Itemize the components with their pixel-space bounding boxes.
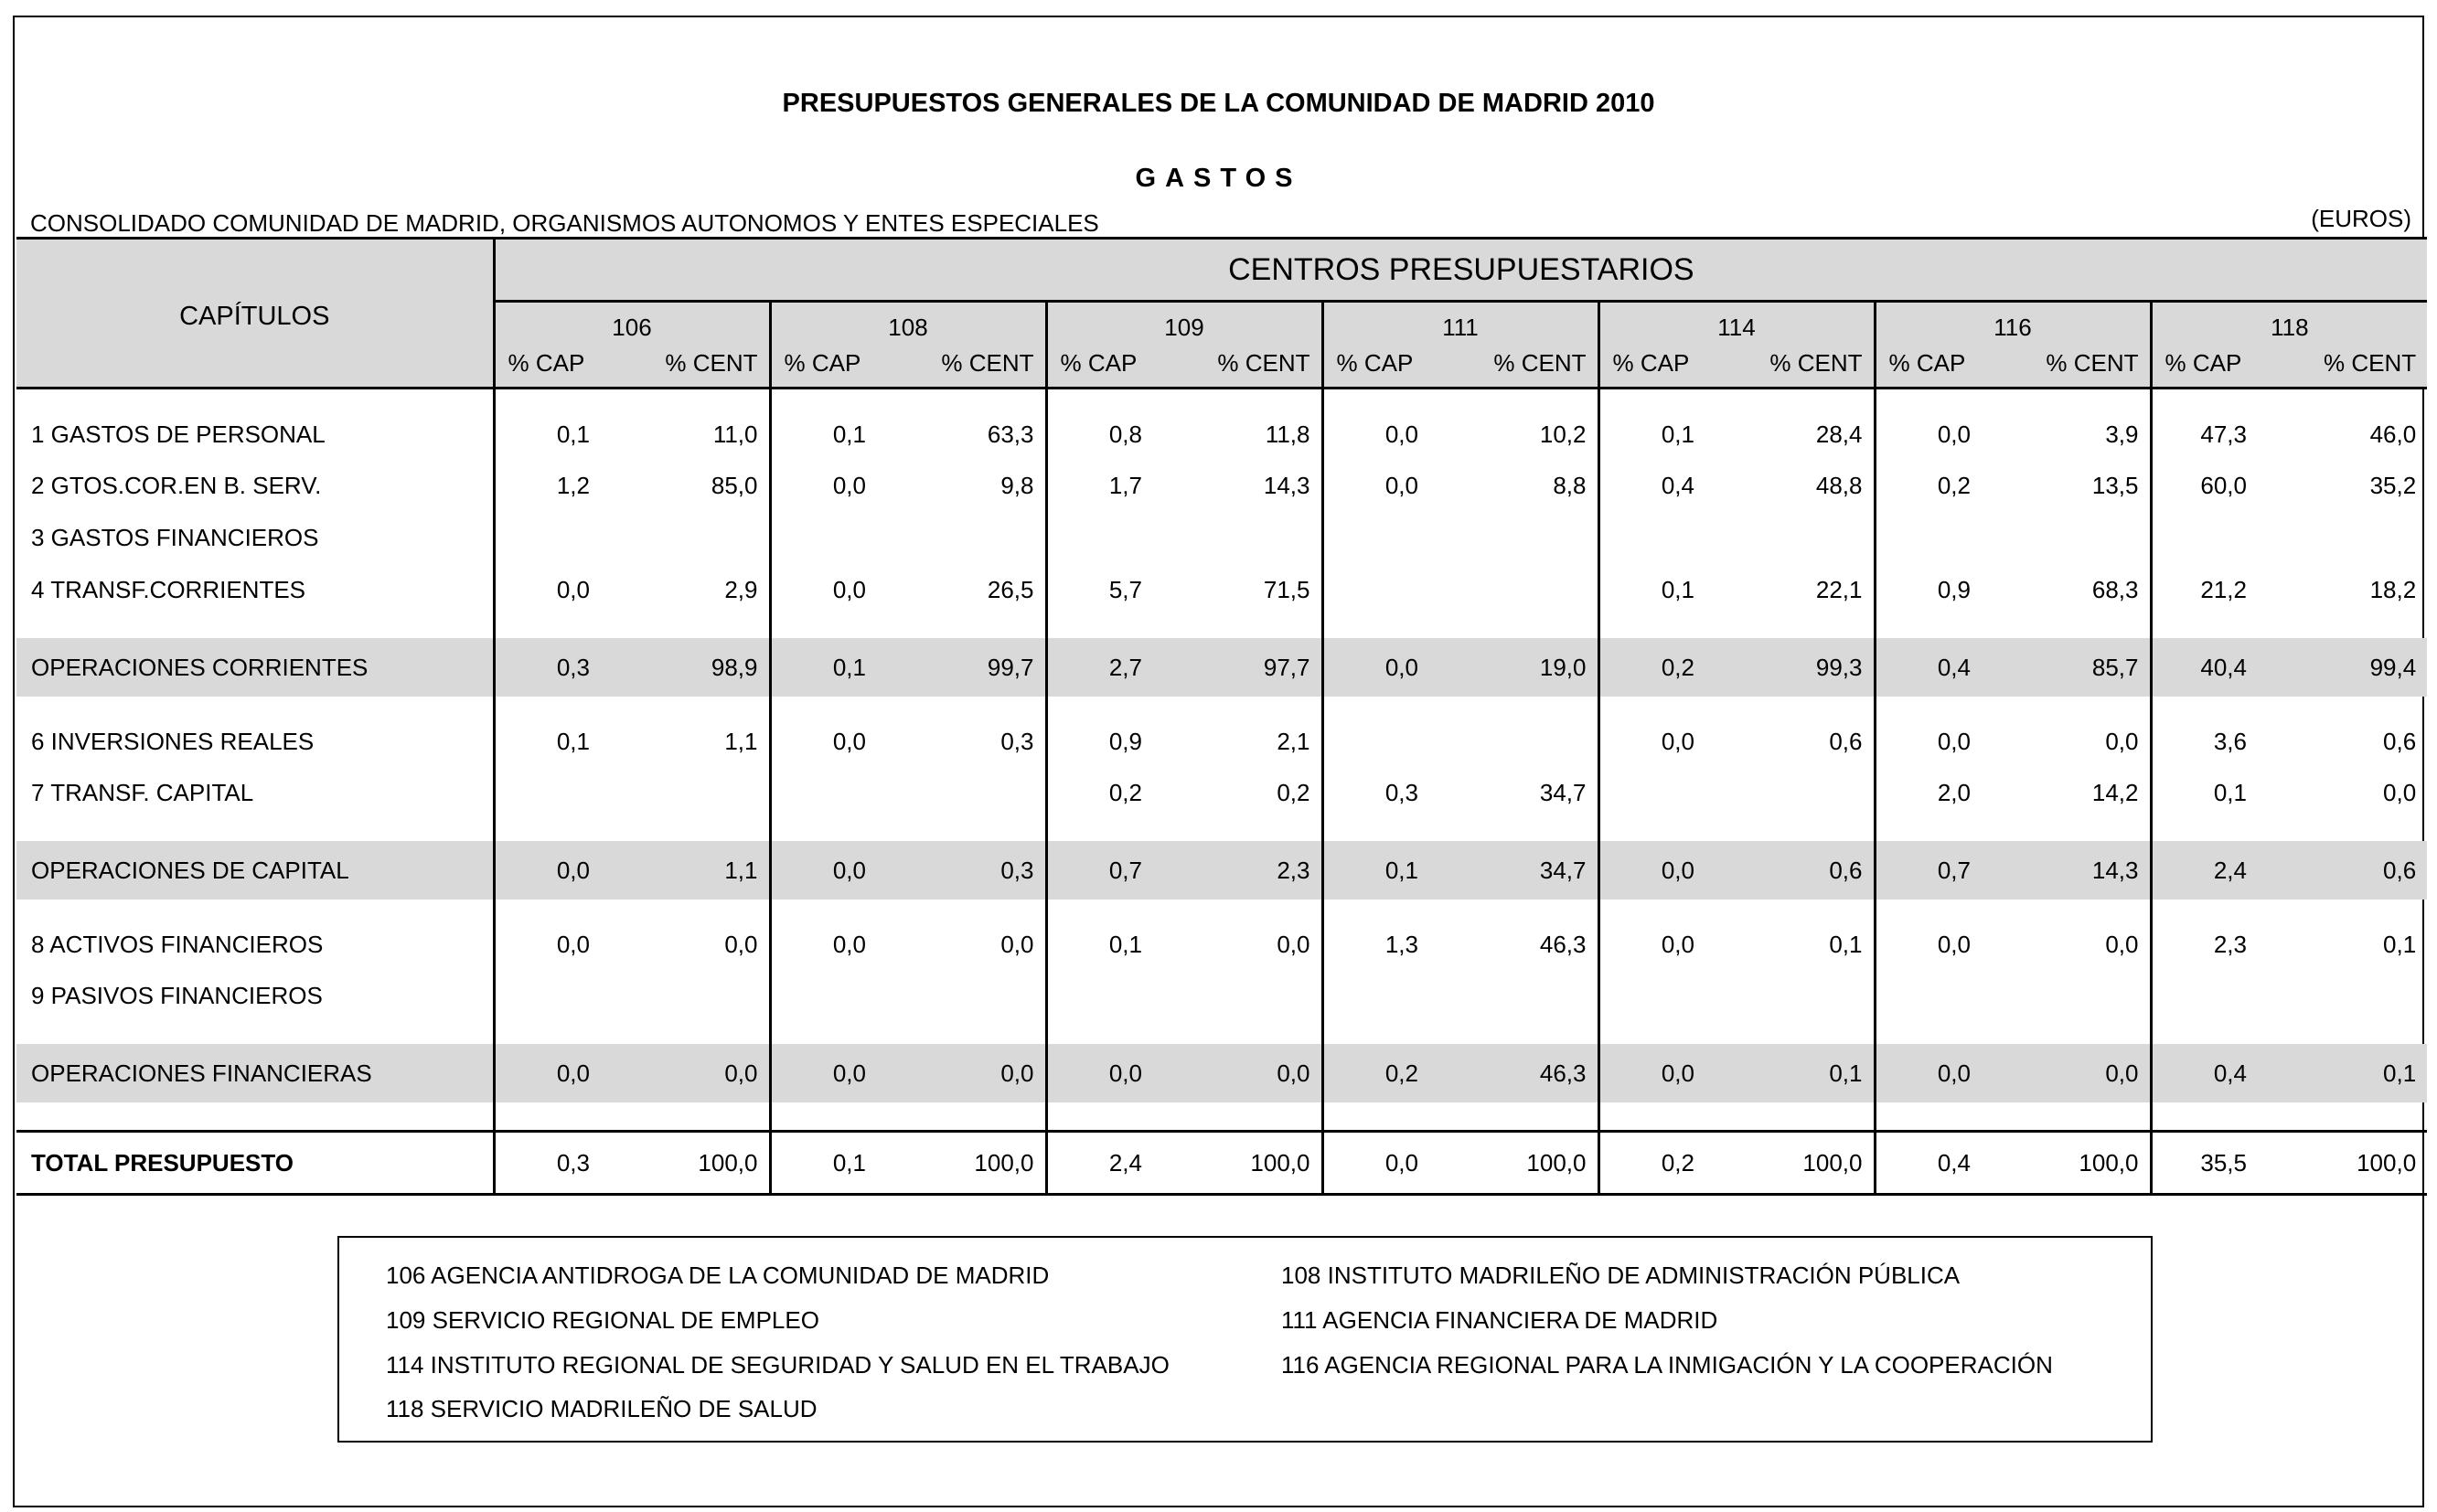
cent-percent-cell: 22,1	[1815, 576, 1863, 603]
col-header-cent: % CENT	[632, 345, 770, 389]
cap-percent-cell: 0,1	[1598, 389, 1737, 461]
cent-percent-cell: 1,1	[724, 728, 758, 755]
cent-percent-cell: 11,8	[1265, 421, 1310, 448]
table-row	[16, 697, 2427, 767]
col-header-cent: % CENT	[1460, 345, 1598, 389]
cap-percent-cell: 0,0	[770, 697, 908, 767]
budget-table	[16, 237, 2427, 1196]
cap-percent-cell	[1875, 970, 2013, 1033]
col-header-cap: % CAP	[1875, 345, 2013, 389]
cap-percent-cell: 0,3	[494, 638, 632, 697]
cap-percent-cell: 1,7	[1046, 460, 1184, 512]
cent-percent-cell: 63,3	[987, 421, 1034, 448]
legend-item: 116 AGENCIA REGIONAL PARA LA INMIGACIÓN Y LA COOPERACIÓN	[1281, 1351, 2053, 1379]
legend-box	[337, 1236, 2153, 1443]
cap-percent-cell	[494, 512, 632, 564]
cent-percent-cell: 0,6	[1829, 728, 1863, 755]
cap-percent-cell: 0,1	[1046, 900, 1184, 970]
legend-item: 111 AGENCIA FINANCIERA DE MADRID	[1281, 1306, 1718, 1334]
cent-percent-cell: 85,0	[711, 472, 758, 499]
cap-percent-cell: 0,1	[1322, 841, 1460, 900]
col-header-cent: % CENT	[1737, 345, 1875, 389]
cap-percent-cell	[770, 767, 908, 830]
cent-percent-cell: 100,0	[632, 1132, 770, 1195]
cap-percent-cell: 0,0	[1598, 900, 1737, 970]
centro-code-108: 108	[770, 302, 1046, 346]
subtotal-row	[16, 841, 2427, 900]
cent-percent-cell: 26,5	[987, 576, 1034, 603]
cent-percent-cell: 97,7	[1184, 638, 1322, 697]
cap-percent-cell: 0,9	[1875, 564, 2013, 627]
cent-percent-cell: 0,2	[1277, 779, 1310, 806]
cap-percent-cell: 0,1	[770, 389, 908, 461]
col-header-cap: % CAP	[2151, 345, 2289, 389]
cent-percent-cell: 3,9	[2105, 421, 2139, 448]
cap-percent-cell: 2,7	[1046, 638, 1184, 697]
cent-percent-cell	[2289, 970, 2427, 1033]
cent-percent-cell: 18,2	[2369, 576, 2417, 603]
cap-percent-cell	[1322, 512, 1460, 564]
cap-percent-cell: 0,7	[1875, 841, 2013, 900]
cent-percent-cell: 0,1	[1829, 931, 1863, 958]
table-row	[16, 564, 2427, 627]
centro-code-118: 118	[2151, 302, 2427, 346]
table-row	[16, 900, 2427, 970]
cent-percent-cell: 0,1	[2289, 1044, 2427, 1102]
centro-code-116: 116	[1875, 302, 2151, 346]
cap-percent-cell: 0,0	[1875, 900, 2013, 970]
legend-item: 108 INSTITUTO MADRILEÑO DE ADMINISTRACIÓN PÚBLICA	[1281, 1262, 1961, 1289]
document-title: PRESUPUESTOS GENERALES DE LA COMUNIDAD DE MADRID 2010	[782, 89, 1655, 118]
cent-percent-cell: 13,5	[2091, 472, 2139, 499]
cent-percent-cell: 100,0	[1737, 1132, 1875, 1195]
row-label: 3 GASTOS FINANCIEROS	[16, 512, 494, 564]
cap-percent-cell: 0,0	[556, 576, 590, 603]
cap-percent-cell	[1046, 512, 1184, 564]
cent-percent-cell	[1460, 564, 1598, 627]
cent-percent-cell: 2,9	[724, 576, 758, 603]
cent-percent-cell: 100,0	[1184, 1132, 1322, 1195]
cent-percent-cell: 8,8	[1553, 472, 1587, 499]
centro-code-106: 106	[494, 302, 770, 346]
document-subtitle: GASTOS	[1135, 164, 1302, 193]
row-label: OPERACIONES DE CAPITAL	[16, 841, 494, 900]
cap-percent-cell: 0,0	[770, 1044, 908, 1102]
total-row	[16, 1132, 2427, 1195]
row-label: 7 TRANSF. CAPITAL	[16, 767, 494, 830]
cap-percent-cell: 0,1	[556, 421, 590, 448]
table-row	[16, 460, 2427, 512]
cent-percent-cell: 0,0	[1000, 931, 1034, 958]
cent-percent-cell	[908, 512, 1046, 564]
cap-percent-cell	[494, 970, 632, 1033]
cent-percent-cell	[1184, 512, 1322, 564]
cent-percent-cell: 85,7	[2013, 638, 2151, 697]
cent-percent-cell: 0,1	[2383, 931, 2417, 958]
cap-percent-cell: 0,0	[1322, 389, 1460, 461]
col-header-cent: % CENT	[908, 345, 1046, 389]
cent-percent-cell	[632, 970, 770, 1033]
cent-percent-cell	[1460, 697, 1598, 767]
cent-percent-cell: 9,8	[1000, 472, 1034, 499]
cent-percent-cell: 0,0	[2013, 1044, 2151, 1102]
table-row	[16, 767, 2427, 830]
cap-percent-cell: 0,2	[1598, 1132, 1737, 1195]
cap-percent-cell: 0,0	[1875, 697, 2013, 767]
col-header-cent: % CENT	[2289, 345, 2427, 389]
cap-percent-cell: 0,0	[1598, 697, 1737, 767]
centro-code-109: 109	[1046, 302, 1322, 346]
cent-percent-cell: 34,7	[1460, 841, 1598, 900]
cap-percent-cell: 2,3	[2151, 900, 2289, 970]
cap-percent-cell	[1322, 697, 1460, 767]
centros-header: CENTROS PRESUPUESTARIOS	[494, 239, 2427, 302]
row-label: 4 TRANSF.CORRIENTES	[16, 564, 494, 627]
cent-percent-cell: 100,0	[2289, 1132, 2427, 1195]
col-header-cap: % CAP	[1046, 345, 1184, 389]
cent-percent-cell	[1184, 970, 1322, 1033]
col-header-cap: % CAP	[1598, 345, 1737, 389]
cap-percent-cell	[1046, 970, 1184, 1033]
cent-percent-cell: 0,1	[1737, 1044, 1875, 1102]
cap-percent-cell: 0,2	[1046, 767, 1184, 830]
cent-percent-cell: 100,0	[1460, 1132, 1598, 1195]
row-label: OPERACIONES FINANCIERAS	[16, 1044, 494, 1102]
cap-percent-cell: 0,8	[1046, 389, 1184, 461]
cap-percent-cell: 0,0	[1322, 460, 1460, 512]
cap-percent-cell	[1598, 512, 1737, 564]
cent-percent-cell: 0,0	[724, 931, 758, 958]
cap-percent-cell: 0,0	[1598, 1044, 1737, 1102]
cent-percent-cell: 0,0	[908, 1044, 1046, 1102]
cent-percent-cell	[1737, 970, 1875, 1033]
cent-percent-cell	[2289, 512, 2427, 564]
cap-percent-cell: 0,1	[770, 1132, 908, 1195]
cap-percent-cell: 60,0	[2151, 460, 2289, 512]
units-caption: (EUROS)	[2311, 205, 2411, 232]
col-header-cap: % CAP	[1322, 345, 1460, 389]
row-label: 8 ACTIVOS FINANCIEROS	[16, 900, 494, 970]
cent-percent-cell	[908, 970, 1046, 1033]
cap-percent-cell: 0,4	[1875, 1132, 2013, 1195]
cap-percent-cell: 0,0	[1322, 1132, 1460, 1195]
cent-percent-cell	[2013, 970, 2151, 1033]
col-header-cap: % CAP	[494, 345, 632, 389]
cap-percent-cell: 0,9	[1046, 697, 1184, 767]
cent-percent-cell: 14,2	[2091, 779, 2139, 806]
table-row	[16, 970, 2427, 1033]
cap-percent-cell	[1875, 512, 2013, 564]
cap-percent-cell	[494, 767, 632, 830]
scope-caption: CONSOLIDADO COMUNIDAD DE MADRID, ORGANISMOS AUTONOMOS Y ENTES ESPECIALES	[30, 209, 1099, 237]
cent-percent-cell	[2013, 512, 2151, 564]
row-label: TOTAL PRESUPUESTO	[16, 1132, 494, 1195]
row-label: 2 GTOS.COR.EN B. SERV.	[16, 460, 494, 512]
cent-percent-cell: 0,3	[1000, 728, 1034, 755]
cent-percent-cell: 99,3	[1737, 638, 1875, 697]
cap-percent-cell: 0,3	[494, 1132, 632, 1195]
cap-percent-cell: 0,0	[770, 900, 908, 970]
cap-percent-cell: 0,0	[1875, 389, 2013, 461]
cap-percent-cell: 0,1	[556, 728, 590, 755]
legend-item: 114 INSTITUTO REGIONAL DE SEGURIDAD Y SALUD EN EL TRABAJO	[386, 1351, 1170, 1379]
cap-percent-cell: 0,4	[1598, 460, 1737, 512]
cent-percent-cell: 46,3	[1539, 931, 1587, 958]
cap-percent-cell: 0,0	[1875, 1044, 2013, 1102]
cent-percent-cell: 0,0	[2105, 931, 2139, 958]
cent-percent-cell: 35,2	[2369, 472, 2417, 499]
cent-percent-cell: 0,0	[1184, 1044, 1322, 1102]
cap-percent-cell	[2151, 512, 2289, 564]
col-header-cap: % CAP	[770, 345, 908, 389]
cap-percent-cell: 0,0	[770, 564, 908, 627]
cap-percent-cell: 0,0	[1046, 1044, 1184, 1102]
cent-percent-cell	[632, 767, 770, 830]
document-page	[13, 16, 2424, 1507]
cap-percent-cell: 0,2	[1875, 460, 2013, 512]
cent-percent-cell: 99,7	[908, 638, 1046, 697]
cent-percent-cell: 0,6	[2383, 728, 2417, 755]
cap-percent-cell: 0,3	[1322, 767, 1460, 830]
centro-code-111: 111	[1322, 302, 1598, 346]
cent-percent-cell: 10,2	[1539, 421, 1587, 448]
cap-percent-cell	[1322, 970, 1460, 1033]
row-label: 1 GASTOS DE PERSONAL	[16, 389, 494, 461]
cent-percent-cell: 2,3	[1184, 841, 1322, 900]
cap-percent-cell	[1598, 970, 1737, 1033]
cent-percent-cell: 0,0	[2383, 779, 2417, 806]
row-label: 9 PASIVOS FINANCIEROS	[16, 970, 494, 1033]
cap-percent-cell: 21,2	[2151, 564, 2289, 627]
legend-item: 109 SERVICIO REGIONAL DE EMPLEO	[386, 1306, 819, 1334]
row-label: OPERACIONES CORRIENTES	[16, 638, 494, 697]
cap-percent-cell: 3,6	[2151, 697, 2289, 767]
cap-percent-cell: 0,1	[1598, 564, 1737, 627]
cent-percent-cell	[908, 767, 1046, 830]
cent-percent-cell	[632, 512, 770, 564]
cap-percent-cell: 0,0	[770, 460, 908, 512]
cent-percent-cell: 11,0	[712, 421, 758, 448]
cent-percent-cell: 0,3	[908, 841, 1046, 900]
col-header-cent: % CENT	[2013, 345, 2151, 389]
cap-percent-cell	[770, 970, 908, 1033]
cap-percent-cell	[1598, 767, 1737, 830]
cent-percent-cell	[1460, 970, 1598, 1033]
cap-percent-cell: 0,2	[1322, 1044, 1460, 1102]
cent-percent-cell: 68,3	[2091, 576, 2139, 603]
cap-percent-cell: 0,0	[556, 931, 590, 958]
cap-percent-cell: 2,4	[2151, 841, 2289, 900]
cap-percent-cell: 0,0	[770, 841, 908, 900]
cent-percent-cell: 100,0	[2013, 1132, 2151, 1195]
cap-percent-cell: 0,0	[1598, 841, 1737, 900]
cap-percent-cell: 0,7	[1046, 841, 1184, 900]
subtotal-row	[16, 1044, 2427, 1102]
centro-code-114: 114	[1598, 302, 1875, 346]
row-label: 6 INVERSIONES REALES	[16, 697, 494, 767]
cap-percent-cell: 40,4	[2151, 638, 2289, 697]
cent-percent-cell: 1,1	[632, 841, 770, 900]
table-row	[16, 512, 2427, 564]
cent-percent-cell: 99,4	[2289, 638, 2427, 697]
cap-percent-cell: 0,0	[494, 1044, 632, 1102]
cent-percent-cell	[1460, 512, 1598, 564]
capitulos-header: CAPÍTULOS	[16, 239, 494, 389]
cap-percent-cell: 0,4	[2151, 1044, 2289, 1102]
cap-percent-cell: 0,0	[1322, 638, 1460, 697]
cap-percent-cell	[2151, 970, 2289, 1033]
cent-percent-cell: 100,0	[908, 1132, 1046, 1195]
cent-percent-cell: 0,0	[1277, 931, 1310, 958]
cent-percent-cell: 28,4	[1815, 421, 1863, 448]
cent-percent-cell: 0,0	[2105, 728, 2139, 755]
cent-percent-cell: 0,6	[2289, 841, 2427, 900]
table-row	[16, 389, 2427, 461]
cap-percent-cell: 1,2	[556, 472, 590, 499]
cap-percent-cell: 0,2	[1598, 638, 1737, 697]
cap-percent-cell: 0,4	[1875, 638, 2013, 697]
cap-percent-cell	[770, 512, 908, 564]
cent-percent-cell: 2,1	[1277, 728, 1310, 755]
cent-percent-cell: 46,0	[2369, 421, 2417, 448]
cent-percent-cell: 14,3	[1263, 472, 1310, 499]
cent-percent-cell: 98,9	[632, 638, 770, 697]
cap-percent-cell: 2,0	[1875, 767, 2013, 830]
cent-percent-cell: 46,3	[1460, 1044, 1598, 1102]
cent-percent-cell: 14,3	[2013, 841, 2151, 900]
cent-percent-cell	[1737, 512, 1875, 564]
legend-item: 118 SERVICIO MADRILEÑO DE SALUD	[386, 1395, 818, 1422]
legend-item: 106 AGENCIA ANTIDROGA DE LA COMUNIDAD DE MADRID	[386, 1262, 1050, 1289]
cent-percent-cell: 0,6	[1737, 841, 1875, 900]
cent-percent-cell: 71,5	[1263, 576, 1310, 603]
cap-percent-cell: 0,1	[770, 638, 908, 697]
cent-percent-cell: 48,8	[1815, 472, 1863, 499]
cap-percent-cell: 35,5	[2151, 1132, 2289, 1195]
cap-percent-cell	[1322, 564, 1460, 627]
cap-percent-cell: 47,3	[2151, 389, 2289, 461]
cent-percent-cell: 34,7	[1539, 779, 1587, 806]
cent-percent-cell	[1737, 767, 1875, 830]
cap-percent-cell: 2,4	[1046, 1132, 1184, 1195]
subtotal-row	[16, 638, 2427, 697]
cent-percent-cell: 19,0	[1460, 638, 1598, 697]
cap-percent-cell: 0,0	[494, 841, 632, 900]
cap-percent-cell: 1,3	[1322, 900, 1460, 970]
cap-percent-cell: 5,7	[1046, 564, 1184, 627]
cap-percent-cell: 0,1	[2151, 767, 2289, 830]
col-header-cent: % CENT	[1184, 345, 1322, 389]
cent-percent-cell: 0,0	[632, 1044, 770, 1102]
